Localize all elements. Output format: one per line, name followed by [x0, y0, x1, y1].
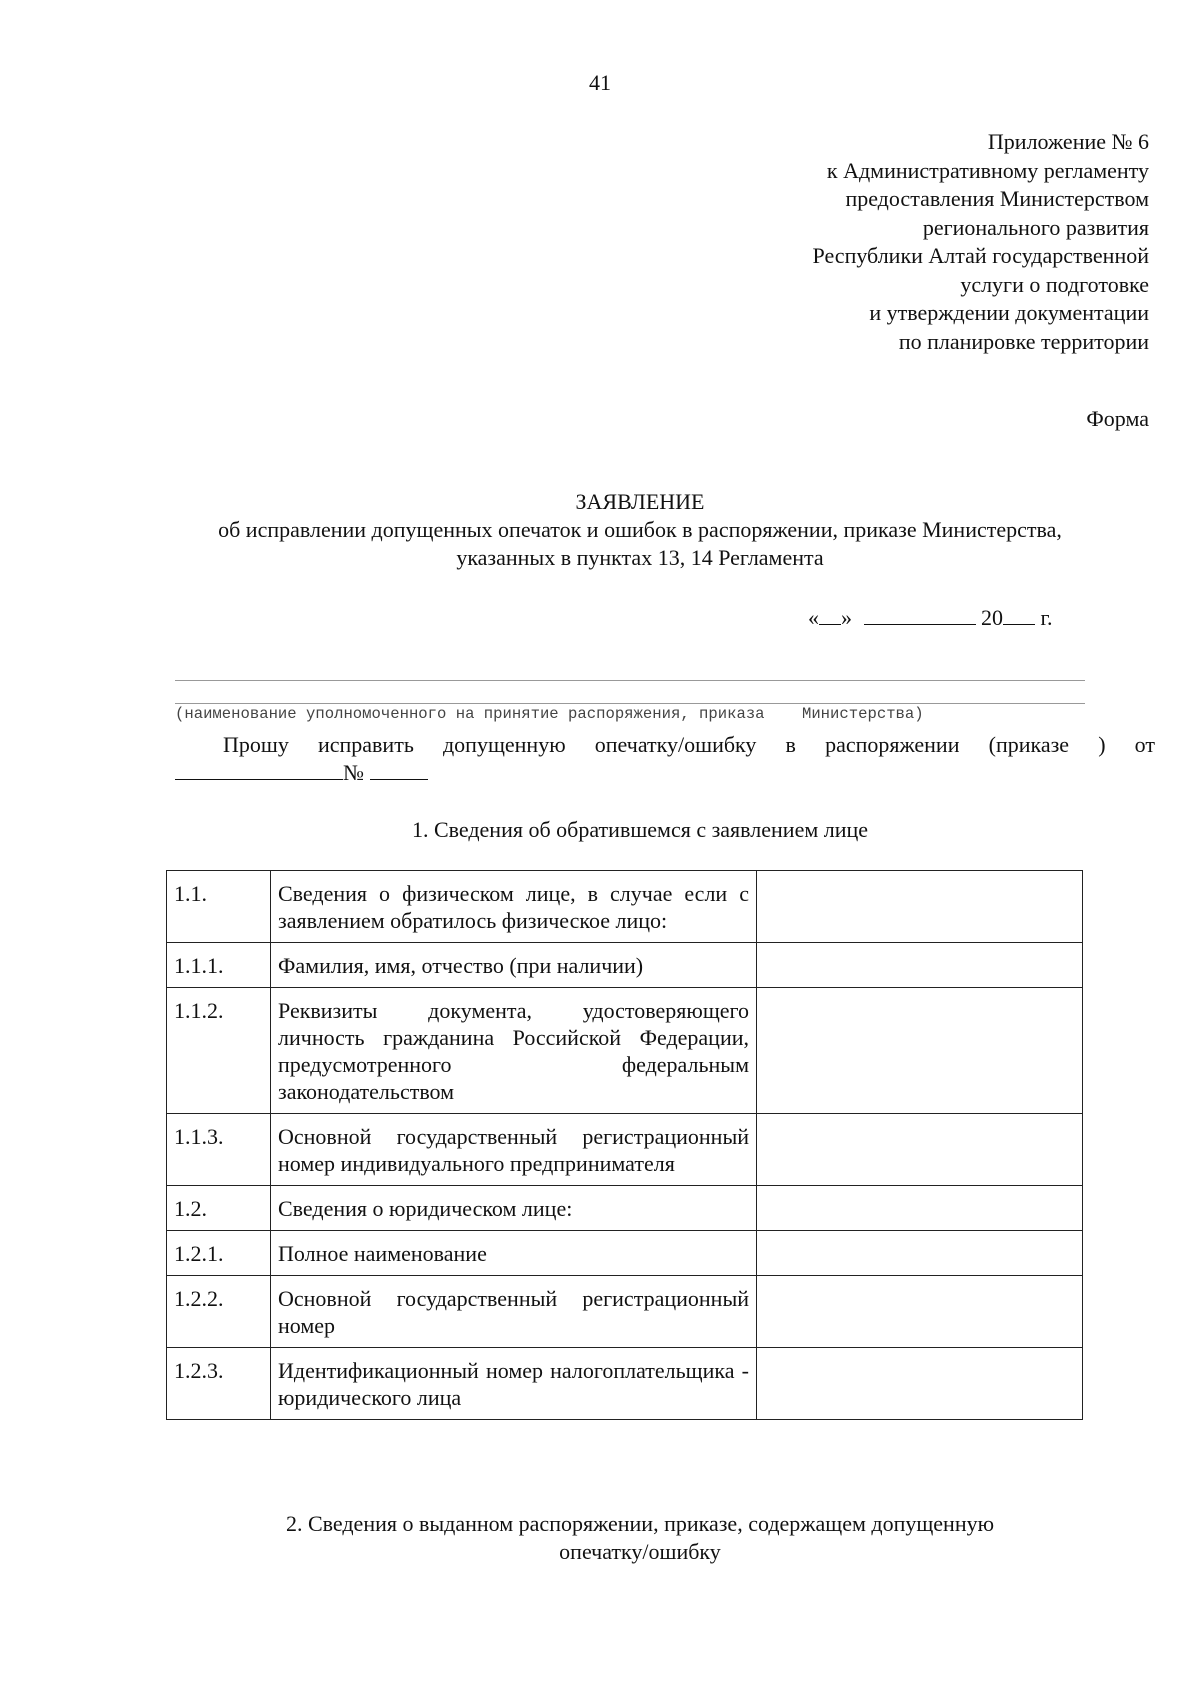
appendix-line: регионального развития — [922, 214, 1149, 240]
order-reference — [175, 759, 1155, 787]
row-value-cell[interactable] — [757, 871, 1083, 943]
applicant-info-table — [166, 870, 1083, 1420]
request-line: Прошу исправить допущенную опечатку/ошибку в распоряжении (приказе ) от — [223, 732, 1155, 757]
row-value-cell[interactable] — [757, 1114, 1083, 1186]
number-sign: № — [343, 760, 364, 785]
table-row — [167, 871, 1083, 943]
appendix-line: предоставления Министерством — [845, 186, 1149, 211]
row-value-cell[interactable] — [757, 943, 1083, 988]
month-blank[interactable] — [864, 604, 976, 625]
row-value-cell[interactable] — [757, 988, 1083, 1114]
row-number: 1.2.3. — [167, 1348, 271, 1420]
table-row — [167, 943, 1083, 988]
section-2-line-2: опечатку/ошибку — [559, 1539, 721, 1564]
row-description: Фамилия, имя, отчество (при наличии) — [271, 943, 757, 988]
table-row — [167, 988, 1083, 1114]
row-value-cell[interactable] — [757, 1276, 1083, 1348]
appendix-line: Приложение № 6 — [987, 129, 1149, 154]
row-description: Полное наименование — [271, 1231, 757, 1276]
order-date-blank[interactable] — [175, 759, 343, 780]
table-row — [167, 1186, 1083, 1231]
authority-blank-line-1[interactable] — [175, 680, 1085, 681]
date-open-quote: « — [808, 605, 819, 630]
row-number: 1.2.1. — [167, 1231, 271, 1276]
year-blank[interactable] — [1003, 604, 1035, 625]
day-blank[interactable] — [819, 604, 841, 625]
appendix-line: и утверждении документации — [869, 300, 1149, 325]
year-prefix: 20 — [981, 605, 1003, 630]
table-row — [167, 1114, 1083, 1186]
row-description: Сведения о физическом лице, в случае если с заявлением обратилось физическое лицо: — [271, 871, 757, 943]
row-description: Идентификационный номер налогоплательщика - юридического лица — [271, 1348, 757, 1420]
title-heading: ЗАЯВЛЕНИЕ — [575, 489, 705, 514]
date-close-quote: » — [841, 605, 852, 630]
date-field — [808, 604, 1053, 631]
row-description: Реквизиты документа, удостоверяющего личность гражданина Российской Федерации, предусмотренного федеральным законодательством — [271, 988, 757, 1114]
appendix-header — [813, 128, 1149, 356]
row-description: Основной государственный регистрационный номер — [271, 1276, 757, 1348]
row-number: 1.1.3. — [167, 1114, 271, 1186]
row-value-cell[interactable] — [757, 1231, 1083, 1276]
row-number: 1.2. — [167, 1186, 271, 1231]
title-line-1: об исправлении допущенных опечаток и ошибок в распоряжении, приказе Министерства, — [218, 517, 1062, 542]
row-number: 1.1.2. — [167, 988, 271, 1114]
page-number: 41 — [589, 70, 611, 95]
section-2-line-1: 2. Сведения о выданном распоряжении, приказе, содержащем допущенную — [285, 1511, 995, 1536]
order-number-blank[interactable] — [370, 759, 428, 780]
year-suffix: г. — [1035, 605, 1053, 630]
section-2-title — [130, 1510, 1150, 1566]
authority-caption: (наименование уполномоченного на принятие распоряжения, приказа Министерства) — [175, 705, 924, 723]
row-number: 1.1. — [167, 871, 271, 943]
document-title — [130, 488, 1150, 572]
form-label: Форма — [1086, 406, 1149, 431]
table-row — [167, 1231, 1083, 1276]
request-text — [175, 731, 1155, 787]
section-1-title: 1. Сведения об обратившемся с заявлением лице — [411, 817, 869, 842]
row-description: Основной государственный регистрационный номер индивидуального предпринимателя — [271, 1114, 757, 1186]
appendix-line: к Административному регламенту — [826, 157, 1149, 183]
table-row — [167, 1276, 1083, 1348]
appendix-line: услуги о подготовке — [960, 271, 1149, 297]
title-line-2: указанных в пунктах 13, 14 Регламента — [456, 545, 824, 570]
row-number: 1.1.1. — [167, 943, 271, 988]
appendix-line: по планировке территории — [898, 328, 1149, 354]
appendix-line: Республики Алтай государственной — [812, 243, 1149, 268]
row-description: Сведения о юридическом лице: — [271, 1186, 757, 1231]
row-value-cell[interactable] — [757, 1348, 1083, 1420]
table-row — [167, 1348, 1083, 1420]
row-number: 1.2.2. — [167, 1276, 271, 1348]
authority-blank-line-2[interactable] — [175, 703, 1085, 704]
row-value-cell[interactable] — [757, 1186, 1083, 1231]
